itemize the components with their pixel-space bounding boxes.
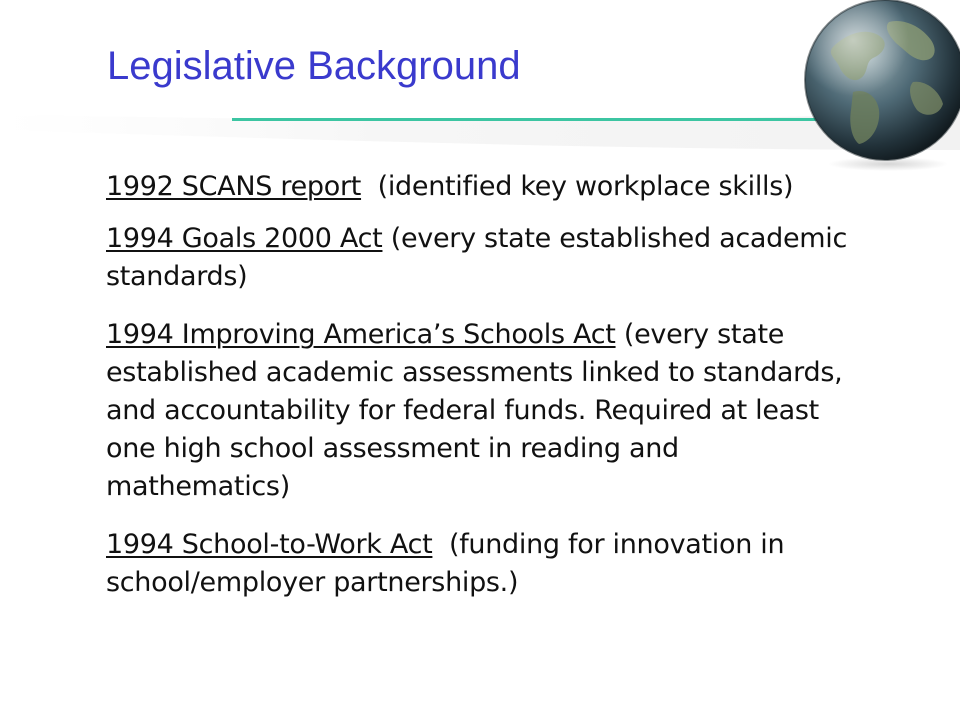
bullet-list [106,168,856,616]
list-item [106,526,851,602]
list-item [106,316,851,506]
list-item [106,168,851,206]
item-text: (every state established academic assessments linked to standards, and accountability for federal funds. Required at least one high school assessment in reading and mathematics) [106,319,851,502]
item-label: 1992 SCANS report [106,171,362,202]
title-divider [232,118,832,121]
item-text: (identified key workplace skills) [361,171,794,202]
list-item [106,220,856,296]
item-text: (funding for innovation in school/employer partnerships.) [106,529,793,598]
item-label: 1994 School-to-Work Act [106,529,433,560]
item-label: 1994 Goals 2000 Act [106,223,383,254]
item-text: (every state established academic standards) [106,223,856,292]
page-title: Legislative Background [107,44,521,88]
item-label: 1994 Improving America’s Schools Act [106,319,616,350]
globe-icon [793,0,960,172]
